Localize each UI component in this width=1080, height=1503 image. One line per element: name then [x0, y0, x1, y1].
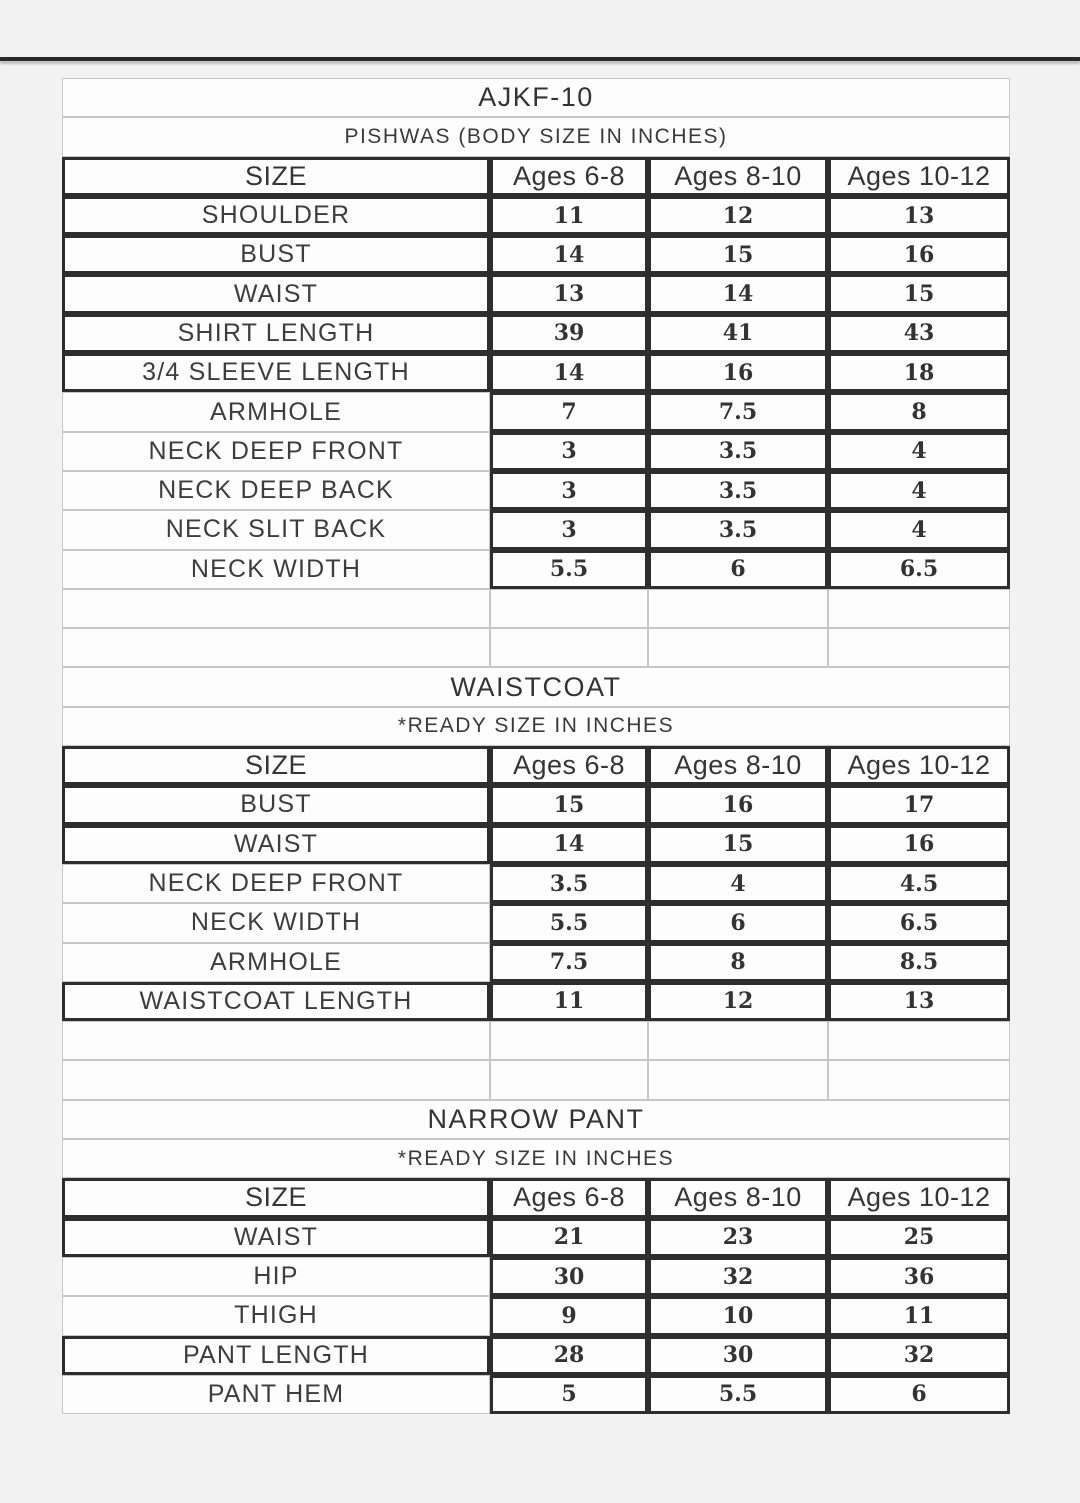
pishwas-row-label-text: SHOULDER: [201, 201, 351, 230]
waistcoat-size-value-text: 8.5: [899, 949, 939, 976]
waistcoat-size-value-text: 12: [722, 988, 754, 1015]
waistcoat-column-header-size: [62, 746, 490, 785]
waistcoat-title-text: WAISTCOAT: [450, 671, 622, 702]
waistcoat-title: [62, 667, 1010, 706]
waistcoat-size-value: [828, 825, 1010, 864]
narrow-pant-row-label: [62, 1336, 490, 1375]
waistcoat-column-header-size-text: SIZE: [244, 750, 307, 781]
pishwas-size-value: [648, 471, 828, 510]
waistcoat-size-value: [490, 982, 648, 1021]
pishwas-size-value-text: 14: [553, 359, 585, 386]
pishwas-row-label: [62, 274, 490, 313]
narrow-pant-size-value-text: 21: [553, 1224, 585, 1251]
pishwas-row-label: [62, 196, 490, 235]
pishwas-column-header-age-3: [828, 157, 1010, 196]
pishwas-size-value: [828, 353, 1010, 392]
pishwas-row-label-text: NECK DEEP BACK: [158, 476, 394, 505]
pishwas-size-value: [828, 510, 1010, 549]
narrow-pant-row-label-text: THIGH: [234, 1301, 318, 1330]
waistcoat-size-value-text: 8: [730, 949, 746, 976]
pishwas-size-value: [828, 274, 1010, 313]
narrow-pant-size-value: [648, 1336, 828, 1375]
waistcoat-size-value-text: 16: [903, 831, 935, 858]
waistcoat-column-header-age-2: [648, 746, 828, 785]
waistcoat-size-value: [828, 785, 1010, 824]
empty-cell: [490, 1060, 648, 1099]
empty-cell: [62, 589, 490, 628]
waistcoat-row-label-text: WAIST: [233, 829, 319, 858]
waistcoat-row-label-text: NECK WIDTH: [190, 908, 362, 937]
narrow-pant-size-value: [490, 1257, 648, 1296]
waistcoat-size-value-text: 5.5: [549, 909, 589, 936]
empty-cell: [648, 1021, 828, 1060]
pishwas-size-value-text: 18: [903, 359, 935, 386]
waistcoat-size-value: [490, 785, 648, 824]
pishwas-size-value-text: 16: [722, 359, 754, 386]
waistcoat-row-label: [62, 864, 490, 903]
waistcoat-size-value-text: 16: [722, 791, 754, 818]
pishwas-size-value-text: 14: [722, 281, 754, 308]
pishwas-size-value-text: 3: [561, 438, 577, 465]
waistcoat-row-label: [62, 982, 490, 1021]
narrow-pant-subtitle-text: *READY SIZE IN INCHES: [397, 1146, 675, 1170]
waistcoat-row-label: [62, 943, 490, 982]
pishwas-size-value: [828, 432, 1010, 471]
narrow-pant-size-value: [648, 1218, 828, 1257]
pishwas-column-header-size-text: SIZE: [244, 160, 307, 191]
pishwas-size-value-text: 13: [553, 281, 585, 308]
narrow-pant-size-value-text: 25: [903, 1224, 935, 1251]
pishwas-size-value: [490, 550, 648, 589]
pishwas-size-value: [828, 314, 1010, 353]
pishwas-size-value-text: 14: [553, 241, 585, 268]
waistcoat-size-value-text: 4: [730, 870, 746, 897]
waistcoat-row-label-text: ARMHOLE: [209, 947, 343, 976]
empty-cell: [62, 1060, 490, 1099]
pishwas-size-value-text: 3: [561, 516, 577, 543]
narrow-pant-row-label-text: PANT HEM: [207, 1379, 345, 1408]
waistcoat-size-value: [828, 943, 1010, 982]
pishwas-size-value-text: 12: [722, 202, 754, 229]
narrow-pant-title: [62, 1100, 1010, 1139]
pishwas-size-value: [490, 314, 648, 353]
pishwas-size-value-text: 11: [553, 202, 585, 229]
waistcoat-row-label-text: BUST: [240, 790, 312, 819]
waistcoat-size-value: [490, 943, 648, 982]
narrow-pant-size-value-text: 28: [553, 1342, 585, 1369]
pishwas-size-value-text: 43: [903, 320, 935, 347]
narrow-pant-size-value: [490, 1336, 648, 1375]
waistcoat-size-value: [648, 903, 828, 942]
waistcoat-size-value: [648, 982, 828, 1021]
pishwas-row-label: [62, 353, 490, 392]
pishwas-size-value: [648, 314, 828, 353]
waistcoat-column-header-age-1-text: Ages 6-8: [512, 750, 626, 781]
pishwas-size-value-text: 4: [911, 477, 927, 504]
pishwas-size-value: [490, 510, 648, 549]
narrow-pant-size-value-text: 36: [903, 1263, 935, 1290]
empty-cell: [648, 1060, 828, 1099]
pishwas-size-value-text: 3.5: [718, 438, 758, 465]
narrow-pant-row-label: [62, 1218, 490, 1257]
pishwas-row-label-text: NECK SLIT BACK: [165, 515, 387, 544]
waistcoat-size-value: [828, 864, 1010, 903]
narrow-pant-size-value: [828, 1375, 1010, 1414]
pishwas-size-value: [828, 196, 1010, 235]
pishwas-column-header-age-3-text: Ages 10-12: [847, 160, 991, 191]
empty-cell: [828, 589, 1010, 628]
pishwas-size-value-text: 7: [561, 399, 577, 426]
narrow-pant-column-header-age-3: [828, 1178, 1010, 1217]
empty-cell: [490, 589, 648, 628]
pishwas-row-label: [62, 550, 490, 589]
pishwas-row-label-text: 3/4 SLEEVE LENGTH: [142, 358, 410, 387]
empty-cell: [648, 589, 828, 628]
waistcoat-column-header-age-3-text: Ages 10-12: [847, 750, 991, 781]
narrow-pant-row-label-text: HIP: [253, 1262, 299, 1291]
pishwas-size-value: [828, 392, 1010, 431]
pishwas-row-label-text: NECK WIDTH: [190, 554, 362, 583]
waistcoat-size-value: [490, 864, 648, 903]
pishwas-size-value: [648, 235, 828, 274]
narrow-pant-size-value: [648, 1257, 828, 1296]
pishwas-size-value: [490, 432, 648, 471]
empty-cell: [828, 1060, 1010, 1099]
empty-cell: [828, 628, 1010, 667]
narrow-pant-size-value: [648, 1296, 828, 1335]
pishwas-column-header-age-1-text: Ages 6-8: [512, 160, 626, 191]
pishwas-row-label: [62, 392, 490, 431]
pishwas-size-value-text: 16: [903, 241, 935, 268]
pishwas-title: [62, 78, 1010, 117]
waistcoat-size-value-text: 4.5: [899, 870, 939, 897]
waistcoat-subtitle: [62, 707, 1010, 746]
pishwas-size-value-text: 8: [911, 399, 927, 426]
pishwas-size-value-text: 15: [903, 281, 935, 308]
pishwas-size-value: [648, 196, 828, 235]
pishwas-size-value-text: 3.5: [718, 477, 758, 504]
narrow-pant-size-value: [490, 1296, 648, 1335]
pishwas-size-value: [648, 274, 828, 313]
waistcoat-size-value: [490, 825, 648, 864]
narrow-pant-size-value-text: 6: [911, 1381, 927, 1408]
waistcoat-size-value-text: 15: [722, 831, 754, 858]
narrow-pant-size-value-text: 5: [561, 1381, 577, 1408]
pishwas-size-value: [828, 235, 1010, 274]
narrow-pant-column-header-age-2-text: Ages 8-10: [674, 1182, 802, 1213]
pishwas-size-value: [490, 274, 648, 313]
waistcoat-size-value-text: 14: [553, 831, 585, 858]
pishwas-row-label: [62, 471, 490, 510]
narrow-pant-size-value-text: 10: [722, 1302, 754, 1329]
pishwas-size-value-text: 6.5: [899, 556, 939, 583]
narrow-pant-column-header-age-1: [490, 1178, 648, 1217]
pishwas-row-label: [62, 235, 490, 274]
pishwas-size-value-text: 15: [722, 241, 754, 268]
narrow-pant-column-header-age-2: [648, 1178, 828, 1217]
empty-cell: [828, 1021, 1010, 1060]
waistcoat-size-value: [490, 903, 648, 942]
waistcoat-size-value-text: 7.5: [549, 949, 589, 976]
pishwas-size-value: [490, 392, 648, 431]
narrow-pant-size-value-text: 11: [903, 1302, 935, 1329]
waistcoat-size-value: [648, 943, 828, 982]
narrow-pant-row-label: [62, 1257, 490, 1296]
pishwas-row-label: [62, 314, 490, 353]
narrow-pant-subtitle: [62, 1139, 1010, 1178]
pishwas-size-value-text: 3: [561, 477, 577, 504]
pishwas-column-header-age-2-text: Ages 8-10: [674, 160, 802, 191]
pishwas-column-header-size: [62, 157, 490, 196]
waistcoat-size-value-text: 11: [553, 988, 585, 1015]
pishwas-size-value-text: 41: [722, 320, 754, 347]
pishwas-size-value-text: 3.5: [718, 516, 758, 543]
narrow-pant-column-header-age-1-text: Ages 6-8: [512, 1182, 626, 1213]
waistcoat-size-value: [648, 785, 828, 824]
pishwas-row-label-text: BUST: [240, 240, 312, 269]
pishwas-row-label-text: ARMHOLE: [209, 397, 343, 426]
narrow-pant-size-value: [648, 1375, 828, 1414]
narrow-pant-size-value-text: 32: [903, 1342, 935, 1369]
empty-cell: [62, 628, 490, 667]
pishwas-size-value-text: 5.5: [549, 556, 589, 583]
waistcoat-row-label-text: NECK DEEP FRONT: [148, 869, 404, 898]
pishwas-size-value: [490, 235, 648, 274]
pishwas-size-value: [490, 353, 648, 392]
narrow-pant-size-value-text: 9: [561, 1302, 577, 1329]
pishwas-size-value-text: 4: [911, 516, 927, 543]
narrow-pant-row-label: [62, 1375, 490, 1414]
waistcoat-column-header-age-3: [828, 746, 1010, 785]
waistcoat-subtitle-text: *READY SIZE IN INCHES: [397, 714, 675, 738]
narrow-pant-title-text: NARROW PANT: [427, 1103, 645, 1134]
size-chart-sheet: [62, 78, 1010, 1414]
narrow-pant-size-value-text: 30: [722, 1342, 754, 1369]
pishwas-size-value-text: 39: [553, 320, 585, 347]
pishwas-size-value: [648, 510, 828, 549]
narrow-pant-size-value-text: 30: [553, 1263, 585, 1290]
pishwas-size-value-text: 7.5: [718, 399, 758, 426]
waistcoat-column-header-age-1: [490, 746, 648, 785]
pishwas-size-value-text: 4: [911, 438, 927, 465]
narrow-pant-column-header-size: [62, 1178, 490, 1217]
waistcoat-size-value-text: 3.5: [549, 870, 589, 897]
narrow-pant-row-label: [62, 1296, 490, 1335]
pishwas-size-value: [828, 471, 1010, 510]
narrow-pant-size-value: [490, 1375, 648, 1414]
pishwas-row-label-text: WAIST: [233, 279, 319, 308]
waistcoat-size-value: [828, 903, 1010, 942]
narrow-pant-column-header-age-3-text: Ages 10-12: [847, 1182, 991, 1213]
pishwas-column-header-age-2: [648, 157, 828, 196]
waistcoat-size-value-text: 15: [553, 791, 585, 818]
waistcoat-size-value: [828, 982, 1010, 1021]
waistcoat-row-label: [62, 785, 490, 824]
pishwas-size-value: [490, 471, 648, 510]
waistcoat-row-label-text: WAISTCOAT LENGTH: [139, 986, 413, 1015]
waistcoat-size-value-text: 6: [730, 909, 746, 936]
pishwas-row-label: [62, 432, 490, 471]
pishwas-size-value: [648, 353, 828, 392]
narrow-pant-size-value-text: 23: [722, 1224, 754, 1251]
pishwas-size-value-text: 13: [903, 202, 935, 229]
waistcoat-row-label: [62, 903, 490, 942]
pishwas-size-value: [828, 550, 1010, 589]
narrow-pant-size-value-text: 32: [722, 1263, 754, 1290]
waistcoat-size-value: [648, 864, 828, 903]
waistcoat-column-header-age-2-text: Ages 8-10: [674, 750, 802, 781]
narrow-pant-size-value: [828, 1257, 1010, 1296]
pishwas-row-label-text: SHIRT LENGTH: [177, 318, 375, 347]
narrow-pant-size-value: [490, 1218, 648, 1257]
empty-cell: [490, 628, 648, 667]
waistcoat-size-value-text: 6.5: [899, 909, 939, 936]
empty-cell: [648, 628, 828, 667]
empty-cell: [62, 1021, 490, 1060]
pishwas-size-value: [490, 196, 648, 235]
pishwas-size-value: [648, 392, 828, 431]
narrow-pant-size-value: [828, 1218, 1010, 1257]
pishwas-column-header-age-1: [490, 157, 648, 196]
waistcoat-size-value-text: 17: [903, 791, 935, 818]
empty-cell: [490, 1021, 648, 1060]
waistcoat-row-label: [62, 825, 490, 864]
narrow-pant-size-value-text: 5.5: [718, 1381, 758, 1408]
pishwas-subtitle-text: PISHWAS (BODY SIZE IN INCHES): [344, 124, 728, 148]
waistcoat-size-value-text: 13: [903, 988, 935, 1015]
pishwas-title-text: AJKF-10: [478, 82, 594, 113]
pishwas-size-value: [648, 550, 828, 589]
top-divider-rule: [0, 57, 1080, 61]
pishwas-size-value: [648, 432, 828, 471]
waistcoat-size-value: [648, 825, 828, 864]
narrow-pant-size-value: [828, 1296, 1010, 1335]
narrow-pant-column-header-size-text: SIZE: [244, 1182, 307, 1213]
narrow-pant-row-label-text: WAIST: [233, 1222, 319, 1251]
pishwas-size-value-text: 6: [730, 556, 746, 583]
pishwas-row-label-text: NECK DEEP FRONT: [148, 436, 404, 465]
pishwas-row-label: [62, 510, 490, 549]
pishwas-subtitle: [62, 117, 1010, 156]
narrow-pant-size-value: [828, 1336, 1010, 1375]
narrow-pant-row-label-text: PANT LENGTH: [183, 1340, 369, 1369]
